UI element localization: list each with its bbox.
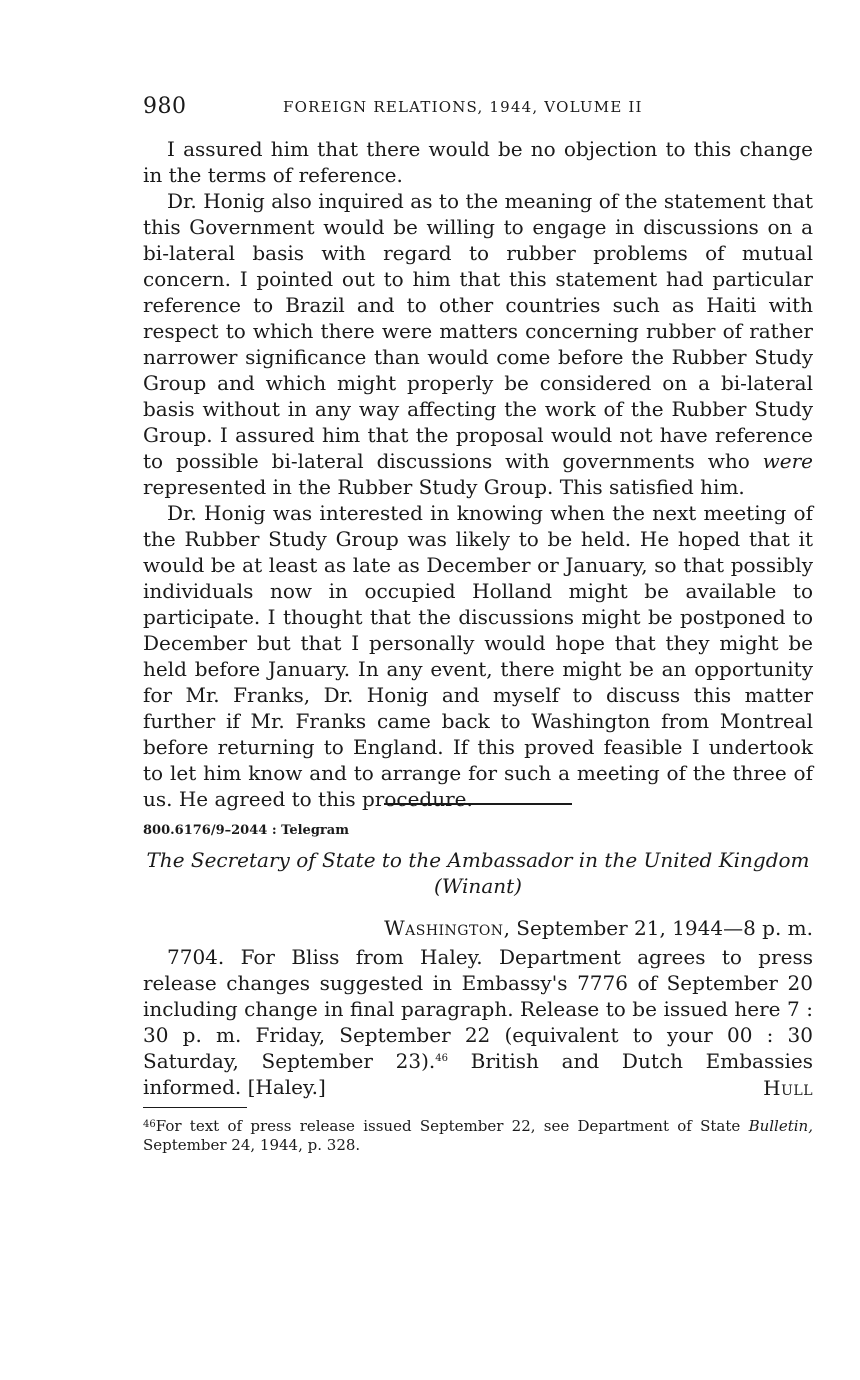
paragraph-3: Dr. Honig was interested in knowing when the next meeting of the Rubber Study Group was likely to be held. He hoped that it would be at least as late as December or January, so that possibly individuals now in occupied Holland might be available to participate. I thought that the discussions might be postponed to December but that I personally would hope that they might be held before January. In any event, there might be an opportunity for Mr. Franks, Dr. Honig and myself to discuss this matter further if Mr. Franks came back to Washington from Montreal before returning to England. If this proved feasible I undertook to let him know and to arrange for such a meeting of the three of us. He agreed to this procedure. <box>143 501 813 811</box>
section-divider <box>384 803 572 805</box>
telegram-tail: British and Dutch Embassies informed. [Haley.] <box>143 1049 813 1099</box>
document-title-line-1: The Secretary of State to the Ambassador in the United Kingdom <box>146 848 810 872</box>
footnote-divider <box>143 1107 247 1108</box>
footnote-text: For text of press release issued September 22, see Department of State <box>155 1117 741 1135</box>
footnote-reference: 46 <box>435 1053 448 1064</box>
file-reference: 800.6176/9–2044 : Telegram <box>143 823 349 838</box>
document-title <box>143 847 813 899</box>
footnote-marker: 46 <box>143 1119 156 1130</box>
document-title-line-2: (Winant) <box>434 874 522 898</box>
footnote-source-title: Bulletin, <box>748 1117 813 1135</box>
footnote-paragraph <box>143 1117 813 1155</box>
footnote-source-rest: September 24, 1944, p. 328. <box>143 1136 361 1154</box>
footnote <box>143 1117 813 1155</box>
paragraph-2 <box>143 188 813 500</box>
paragraph-2-emphasis: were <box>762 449 813 473</box>
dateline <box>143 915 813 941</box>
dateline-date: , September 21, 1944—8 p. m. <box>503 916 813 940</box>
dateline-place: Washington <box>384 916 504 940</box>
paragraph-2-tail: represented in the Rubber Study Group. This satisfied him. <box>143 475 745 499</box>
page-header <box>143 94 813 120</box>
paragraph-2-text: Dr. Honig also inquired as to the meaning of the statement that this Government would be willing to engage in discussions on a bi-lateral basis with regard to rubber problems of mutual concern. I pointed out to him that this statement had particular reference to Brazil and to other countries such as Haiti with respect to which there were matters concerning rubber of rather narrower significance than would come before the Rubber Study Group and which might properly be considered on a bi-lateral basis without in any way affecting the work of the Rubber Study Group. I assured him that the proposal would not have reference to possible bi-lateral discussions with governments who <box>143 189 813 473</box>
telegram-text: 7704. For Bliss from Haley. Department agrees to press release changes suggested in Embassy's 7776 of September 20 including change in final paragraph. Release to be issued here 7 : 30 p. m. Friday, September 22 (equivalent to your 00 : 30 Saturday, September 23). <box>143 945 813 1073</box>
page-number: 980 <box>143 94 187 119</box>
body-text <box>143 136 813 812</box>
signature: Hull <box>763 1076 813 1100</box>
paragraph-1: I assured him that there would be no objection to this change in the terms of reference. <box>143 137 813 187</box>
running-head: FOREIGN RELATIONS, 1944, VOLUME II <box>283 98 643 116</box>
